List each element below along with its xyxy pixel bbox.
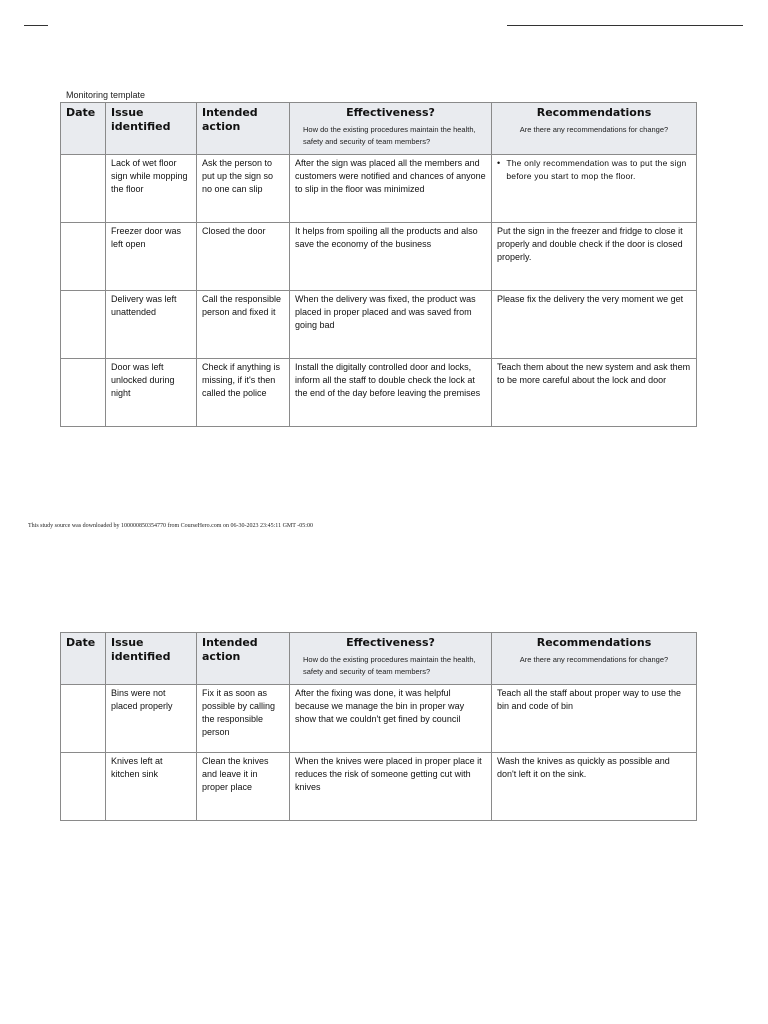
col-header-effectiveness: Effectiveness? How do the existing procedures maintain the health, safety and security of team members? bbox=[290, 103, 492, 155]
table-row bbox=[61, 291, 697, 359]
cell-action bbox=[197, 685, 290, 753]
cell-action bbox=[197, 291, 290, 359]
col-header-issue: Issue identified bbox=[106, 103, 197, 155]
col-header-effectiveness: Effectiveness? How do the existing procedures maintain the health, safety and security of team members? bbox=[290, 633, 492, 685]
col-header-action: Intended action bbox=[197, 633, 290, 685]
cell-action bbox=[197, 359, 290, 427]
col-header-recommendations: Recommendations Are there any recommendations for change? bbox=[492, 633, 697, 685]
cell-effectiveness-text: Install the digitally controlled door and locks, inform all the staff to double check the lock at the end of the day before leaving the premises bbox=[295, 362, 481, 398]
cell-action-text: Call the responsible person and fixed it bbox=[202, 294, 282, 317]
monitoring-table-2 bbox=[60, 632, 697, 821]
table-row bbox=[61, 753, 697, 821]
table-row bbox=[61, 223, 697, 291]
cell-date bbox=[61, 359, 106, 427]
cell-date bbox=[61, 753, 106, 821]
cell-recommendation-text: Please fix the delivery the very moment we get bbox=[497, 294, 684, 304]
cell-effectiveness-text: It helps from spoiling all the products and also save the economy of the business bbox=[295, 226, 478, 249]
download-notice: This study source was downloaded by 100000850354770 from CourseHero.com on 06-30-2023 23:45:11 GMT -05:00 bbox=[28, 523, 313, 529]
effectiveness-subtitle: How do the existing procedures maintain the health, safety and security of team members? bbox=[303, 125, 476, 146]
cell-action bbox=[197, 155, 290, 223]
cell-issue-text: Bins were not placed properly bbox=[111, 688, 173, 711]
cell-issue-text: Freezer door was left open bbox=[111, 226, 182, 249]
cell-recommendation bbox=[492, 753, 697, 821]
cell-issue-text: Lack of wet floor sign while mopping the floor bbox=[111, 158, 188, 194]
cell-action-text: Clean the knives and leave it in proper place bbox=[202, 756, 269, 792]
bullet-list-item bbox=[497, 157, 691, 183]
cell-effectiveness bbox=[290, 155, 492, 223]
col-header-action: Intended action bbox=[197, 103, 290, 155]
col-header-date: Date bbox=[61, 633, 106, 685]
cell-action-text: Check if anything is missing, if it's then called the police bbox=[202, 362, 281, 398]
table-header-row bbox=[61, 633, 697, 685]
cell-effectiveness-text: When the knives were placed in proper place it reduces the risk of someone getting cut with knives bbox=[295, 756, 482, 792]
cell-action-text: Closed the door bbox=[202, 226, 266, 236]
cell-recommendation-text: Wash the knives as quickly as possible and don't left it on the sink. bbox=[497, 756, 670, 779]
cell-effectiveness-text: When the delivery was fixed, the product was placed in proper placed and was saved from going bad bbox=[295, 294, 476, 330]
header-rule-left bbox=[24, 25, 48, 26]
cell-recommendation-text: Put the sign in the freezer and fridge to close it properly and double check if the door is closed properly. bbox=[497, 226, 683, 262]
bullet-text: The only recommendation was to put the sign before you start to mop the floor. bbox=[506, 158, 687, 181]
cell-recommendation-text: Teach them about the new system and ask them to be more careful about the lock and door bbox=[497, 362, 691, 385]
cell-issue bbox=[106, 753, 197, 821]
cell-recommendation bbox=[492, 685, 697, 753]
cell-action-text: Fix it as soon as possible by calling the responsible person bbox=[202, 688, 276, 737]
cell-effectiveness bbox=[290, 753, 492, 821]
table-header-row bbox=[61, 103, 697, 155]
cell-effectiveness bbox=[290, 685, 492, 753]
cell-recommendation bbox=[492, 359, 697, 427]
cell-date bbox=[61, 291, 106, 359]
monitoring-table-1 bbox=[60, 102, 697, 427]
cell-recommendation-text: Teach all the staff about proper way to use the bin and code of bin bbox=[497, 688, 681, 711]
cell-action-text: Ask the person to put up the sign so no one can slip bbox=[202, 158, 274, 194]
recommendations-subtitle: Are there any recommendations for change? bbox=[519, 655, 669, 664]
cell-date bbox=[61, 685, 106, 753]
cell-recommendation bbox=[492, 291, 697, 359]
cell-issue-text: Delivery was left unattended bbox=[111, 294, 177, 317]
table-row bbox=[61, 155, 697, 223]
effectiveness-subtitle: How do the existing procedures maintain the health, safety and security of team members? bbox=[303, 655, 476, 676]
cell-issue-text: Knives left at kitchen sink bbox=[111, 756, 163, 779]
header-rule-right bbox=[507, 25, 743, 26]
cell-effectiveness-text: After the sign was placed all the members and customers were notified and chances of anyone to slip in the floor was minimized bbox=[295, 158, 486, 194]
cell-date bbox=[61, 223, 106, 291]
cell-effectiveness-text: After the fixing was done, it was helpful because we manage the bin in proper way show that we couldn't get fined by council bbox=[295, 688, 465, 724]
cell-effectiveness bbox=[290, 291, 492, 359]
cell-recommendation bbox=[492, 223, 697, 291]
recommendations-subtitle: Are there any recommendations for change? bbox=[519, 125, 669, 134]
cell-issue bbox=[106, 291, 197, 359]
cell-effectiveness bbox=[290, 359, 492, 427]
cell-issue bbox=[106, 223, 197, 291]
cell-issue-text: Door was left unlocked during night bbox=[111, 362, 175, 398]
table-row bbox=[61, 359, 697, 427]
cell-issue bbox=[106, 685, 197, 753]
cell-action bbox=[197, 223, 290, 291]
col-header-issue: Issue identified bbox=[106, 633, 197, 685]
cell-effectiveness bbox=[290, 223, 492, 291]
cell-action bbox=[197, 753, 290, 821]
cell-issue bbox=[106, 359, 197, 427]
bullet-icon: • bbox=[497, 158, 501, 168]
cell-issue bbox=[106, 155, 197, 223]
table-caption: Monitoring template bbox=[66, 90, 146, 100]
cell-recommendation bbox=[492, 155, 697, 223]
table-row bbox=[61, 685, 697, 753]
col-header-recommendations: Recommendations Are there any recommendations for change? bbox=[492, 103, 697, 155]
col-header-date: Date bbox=[61, 103, 106, 155]
cell-date bbox=[61, 155, 106, 223]
